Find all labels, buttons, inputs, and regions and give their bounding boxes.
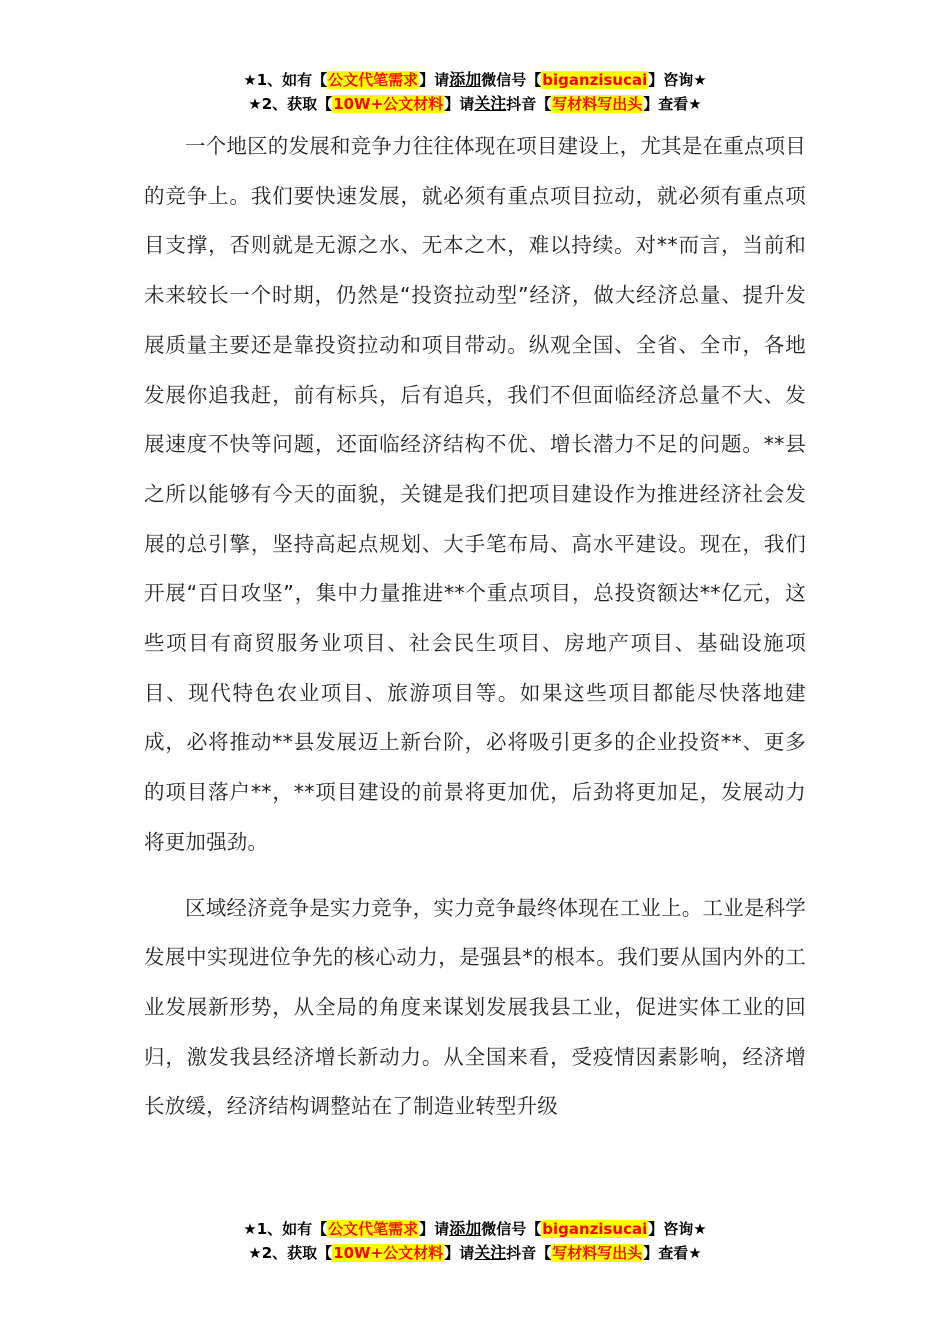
highlight-wechat-id: biganzisucai [542, 1220, 648, 1238]
highlight-service: 公文代笔需求 [328, 1220, 419, 1238]
banner-text: 抖音【 [506, 95, 552, 113]
banner-line-1 [0, 1217, 950, 1241]
highlight-materials: 10W+公文材料 [333, 1244, 444, 1262]
emphasis-add: 添加 [449, 70, 482, 89]
banner-text: 】请 [419, 1220, 450, 1238]
banner-text: 】查看★ [643, 1244, 702, 1262]
footer-banner [0, 1217, 950, 1265]
banner-text: 微信号【 [481, 71, 542, 89]
banner-text: 微信号【 [481, 1220, 542, 1238]
banner-text: 】请 [444, 1244, 475, 1262]
paragraph: 区域经济竞争是实力竞争，实力竞争最终体现在工业上。工业是科学发展中实现进位争先的核心动力，是强县*的根本。我们要从国内外的工业发展新形势，从全局的角度来谋划发展我县工业，促进实体工业的回归，激发我县经济增长新动力。从全国来看，受疫情因素影响，经济增长放缓，经济结构调整站在了制造业转型升级 [144, 895, 806, 1119]
banner-line-2 [0, 92, 950, 116]
emphasis-follow: 关注 [474, 1243, 507, 1262]
paragraph: 一个地区的发展和竞争力往往体现在项目建设上，尤其是在重点项目的竞争上。我们要快速发展，就必须有重点项目拉动，就必须有重点项目支撑，否则就是无源之水、无本之木，难以持续。对**而言，当前和未来较长一个时期，仍然是“投资拉动型”经济，做大经济总量、提升发展质量主要还是靠投资拉动和项目带动。纵观全国、全省、全市，各地发展你追我赶，前有标兵，后有追兵，我们不但面临经济总量不大、发展速度不快等问题，还面临经济结构不优、增长潜力不足的问题。**县之所以能够有今天的面貌，关键是我们把项目建设作为推进经济社会发展的总引擎，坚持高起点规划、大手笔布局、高水平建设。现在，我们开展“百日攻坚”，集中力量推进**个重点项目，总投资额达**亿元，这些项目有商贸服务业项目、社会民生项目、房地产项目、基础设施项目、现代特色农业项目、旅游项目等。如果这些项目都能尽快落地建成，必将推动**县发展迈上新台阶，必将吸引更多的企业投资**、更多的项目落户**，**项目建设的前景将更加优，后劲将更加足，发展动力将更加强劲。 [144, 134, 806, 854]
banner-text: 】咨询★ [648, 71, 707, 89]
banner-text: ★1、如有【 [243, 1220, 328, 1238]
emphasis-add: 添加 [449, 1219, 482, 1238]
banner-text: 】请 [444, 95, 475, 113]
banner-text: ★1、如有【 [243, 71, 328, 89]
highlight-materials: 10W+公文材料 [333, 95, 444, 113]
banner-line-1 [0, 68, 950, 92]
emphasis-follow: 关注 [474, 94, 507, 113]
banner-text: 】请 [419, 71, 450, 89]
highlight-wechat-id: biganzisucai [542, 71, 648, 89]
banner-text: ★2、获取【 [248, 1244, 333, 1262]
banner-text: 抖音【 [506, 1244, 552, 1262]
document-body [144, 122, 806, 1132]
highlight-service: 公文代笔需求 [328, 71, 419, 89]
banner-line-2 [0, 1241, 950, 1265]
highlight-douyin-account: 写材料写出头 [552, 95, 643, 113]
highlight-douyin-account: 写材料写出头 [552, 1244, 643, 1262]
banner-text: ★2、获取【 [248, 95, 333, 113]
header-banner [0, 68, 950, 116]
banner-text: 】咨询★ [648, 1220, 707, 1238]
banner-text: 】查看★ [643, 95, 702, 113]
